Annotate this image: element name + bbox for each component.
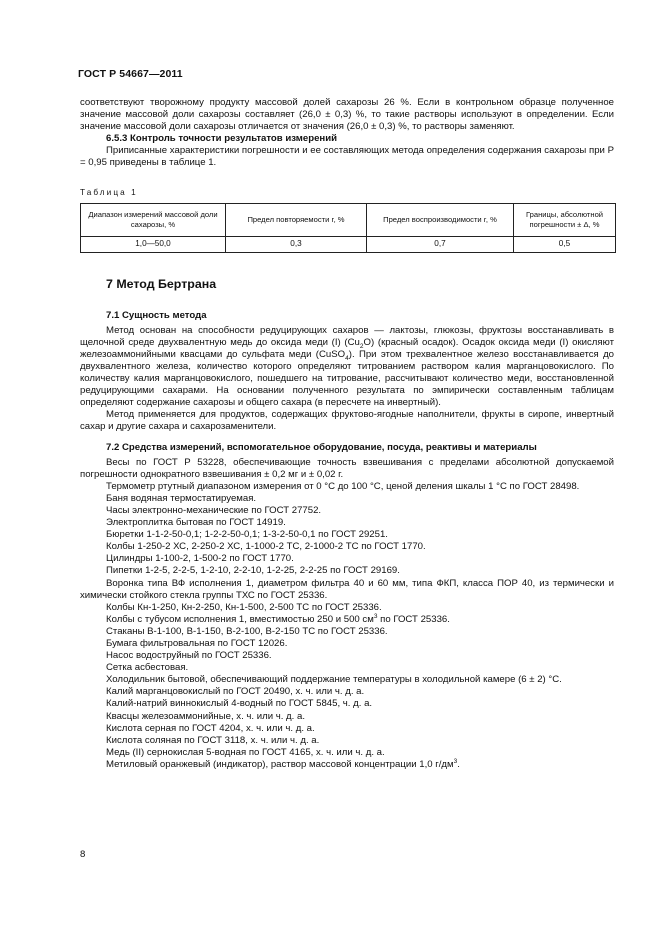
table-cell: 0,7 [367,236,514,252]
superscript: 3 [373,612,378,620]
list-item: Часы электронно-механические по ГОСТ 27752. [106,504,322,516]
list-item: Пипетки 1-2-5, 2-2-5, 1-2-10, 2-2-10, 1-2-25, 2-2-25 по ГОСТ 29169. [106,565,400,577]
document-body [80,97,614,771]
text-fragment: по ГОСТ 25336. [377,613,450,625]
list-item: Медь (II) сернокислая 5-водная по ГОСТ 4165, х. ч. или ч. д. а. [106,746,385,758]
section-heading-7: 7 Метод Бертрана [106,276,217,291]
text-fragment: ). При этом трехвалентное железо восстанавливается до двухвалентного железа, количество которого определяют титрованием раствором калия марганцовокислого. По количеству калия марганцовокислого, пошедшего на титрование, рассчитывают количество меди, восстановленной редуцирующими сахарами. На основании полученного результата по эмпирически составленным таблицам определяют содержание сахарозы и общего сахара (в пересчете на инвертный). [80,348,614,409]
table-caption: Таблица 1 [80,187,138,197]
table-header-cell: Границы, абсолютной погрешности ± Δ, % [514,203,616,236]
text-fragment: Метиловый оранжевый (индикатор), раствор массовой концентрации 1,0 г/дм [106,758,454,770]
text-fragment: . [457,758,460,770]
list-item: Стаканы В-1-100, В-1-150, В-2-100, В-2-150 ТС по ГОСТ 25336. [106,625,388,637]
list-item: Насос водоструйный по ГОСТ 25336. [106,650,272,662]
list-item: Колбы Кн-1-250, Кн-2-250, Кн-1-500, 2-500 ТС по ГОСТ 25336. [106,601,382,613]
table-header-row [81,203,616,236]
list-item: Сетка асбестовая. [106,662,189,674]
table-header-cell: Диапазон измерений массовой доли сахарозы, % [81,203,226,236]
list-item: Калий марганцовокислый по ГОСТ 20490, х. ч. или ч. д. а. [106,686,365,698]
list-item [80,614,614,626]
list-item: Весы по ГОСТ Р 53228, обеспечивающие точность взвешивания с пределами абсолютной допускаемой погрешности однократного взвешивания ± 0,2 мг и ± 0,02 г. [80,456,614,480]
subscript: 4 [345,354,349,362]
table-cell: 0,3 [226,236,367,252]
equipment-list [80,457,614,771]
accuracy-table [80,203,616,253]
table-cell: 1,0—50,0 [81,236,226,252]
list-item: Квасцы железоаммонийные, х. ч. или ч. д. а. [106,710,305,722]
text-fragment: O) (красный осадок). Осадок оксида меди (I) окисляют железоаммонийными квасцами до сульфата меди (CuSO [80,336,614,360]
subsection-heading-7-1: 7.1 Сущность метода [106,309,207,321]
list-item: Воронка типа ВФ исполнения 1, диаметром фильтра 40 и 60 мм, типа ФКП, класса ПОР 40, из термически и химически стойкого стекла группы ТХС по ГОСТ 25336. [80,577,614,601]
list-item: Бумага фильтровальная по ГОСТ 12026. [106,638,288,649]
list-item: Колбы 1-250-2 ХС, 2-250-2 ХС, 1-1000-2 ТС, 2-1000-2 ТС по ГОСТ 1770. [106,541,426,553]
subsection-heading-6-5-3: 6.5.3 Контроль точности результатов измерений [106,133,337,145]
paragraph-7-1-b: Метод применяется для продуктов, содержащих фруктово-ягодные наполнители, фрукты в сиропе, инвертный сахар и другие сахара и сахарозаменители. [80,409,614,433]
subscript: 2 [359,342,364,350]
list-item: Кислота серная по ГОСТ 4204, х. ч. или ч. д. а. [106,722,315,734]
list-item: Кислота соляная по ГОСТ 3118, х. ч. или ч. д. а. [106,734,320,746]
table-header-cell: Предел воспроизводимости r, % [367,203,514,236]
list-item [80,759,614,771]
text-fragment: Колбы с тубусом исполнения 1, вместимостью 250 и 500 см [106,613,374,625]
paragraph-intro: соответствуют творожному продукту массовой долей сахарозы 26 %. Если в контрольном образце полученное значение массовой доли сахарозы составляет (26,0 ± 0,3) %, то такие растворы используют в определении. Если значение массовой доли сахарозы отличается от значения (26,0 ± 0,3) %, то растворы заменяют. [80,97,614,133]
table-row [81,236,616,252]
subsection-heading-7-2: 7.2 Средства измерений, вспомогательное оборудование, посуда, реактивы и материалы [106,441,537,453]
list-item: Электроплитка бытовая по ГОСТ 14919. [106,517,286,529]
paragraph-7-1-a [80,325,614,410]
text-fragment: Метод основан на способности редуцирующих сахаров — лактозы, глюкозы, фруктозы восстанавливать в щелочной среде двухвалентную медь до оксида меди (I) (Cu [80,324,614,348]
list-item: Термометр ртутный диапазоном измерения от 0 °С до 100 °С, ценой деления шкалы 1 °С по ГОСТ 28498. [106,480,580,492]
paragraph-6-5-3: Приписанные характеристики погрешности и ее составляющих метода определения содержания сахарозы при P = 0,95 приведены в таблице 1. [80,145,614,169]
table-header-cell: Предел повторяемости r, % [226,203,367,236]
list-item: Цилиндры 1-100-2, 1-500-2 по ГОСТ 1770. [106,553,294,565]
page-number: 8 [80,849,86,860]
superscript: 3 [453,757,458,765]
table-cell: 0,5 [514,236,616,252]
list-item: Баня водяная термостатируемая. [106,492,257,504]
list-item: Калий-натрий виннокислый 4-водный по ГОСТ 5845, ч. д. а. [106,698,373,710]
list-item: Холодильник бытовой, обеспечивающий поддержание температуры в холодильной камере (6 ± 2) °С. [106,674,562,686]
document-header: ГОСТ Р 54667—2011 [78,68,183,80]
list-item: Бюретки 1-1-2-50-0,1; 1-2-2-50-0,1; 1-3-2-50-0,1 по ГОСТ 29251. [106,529,388,541]
